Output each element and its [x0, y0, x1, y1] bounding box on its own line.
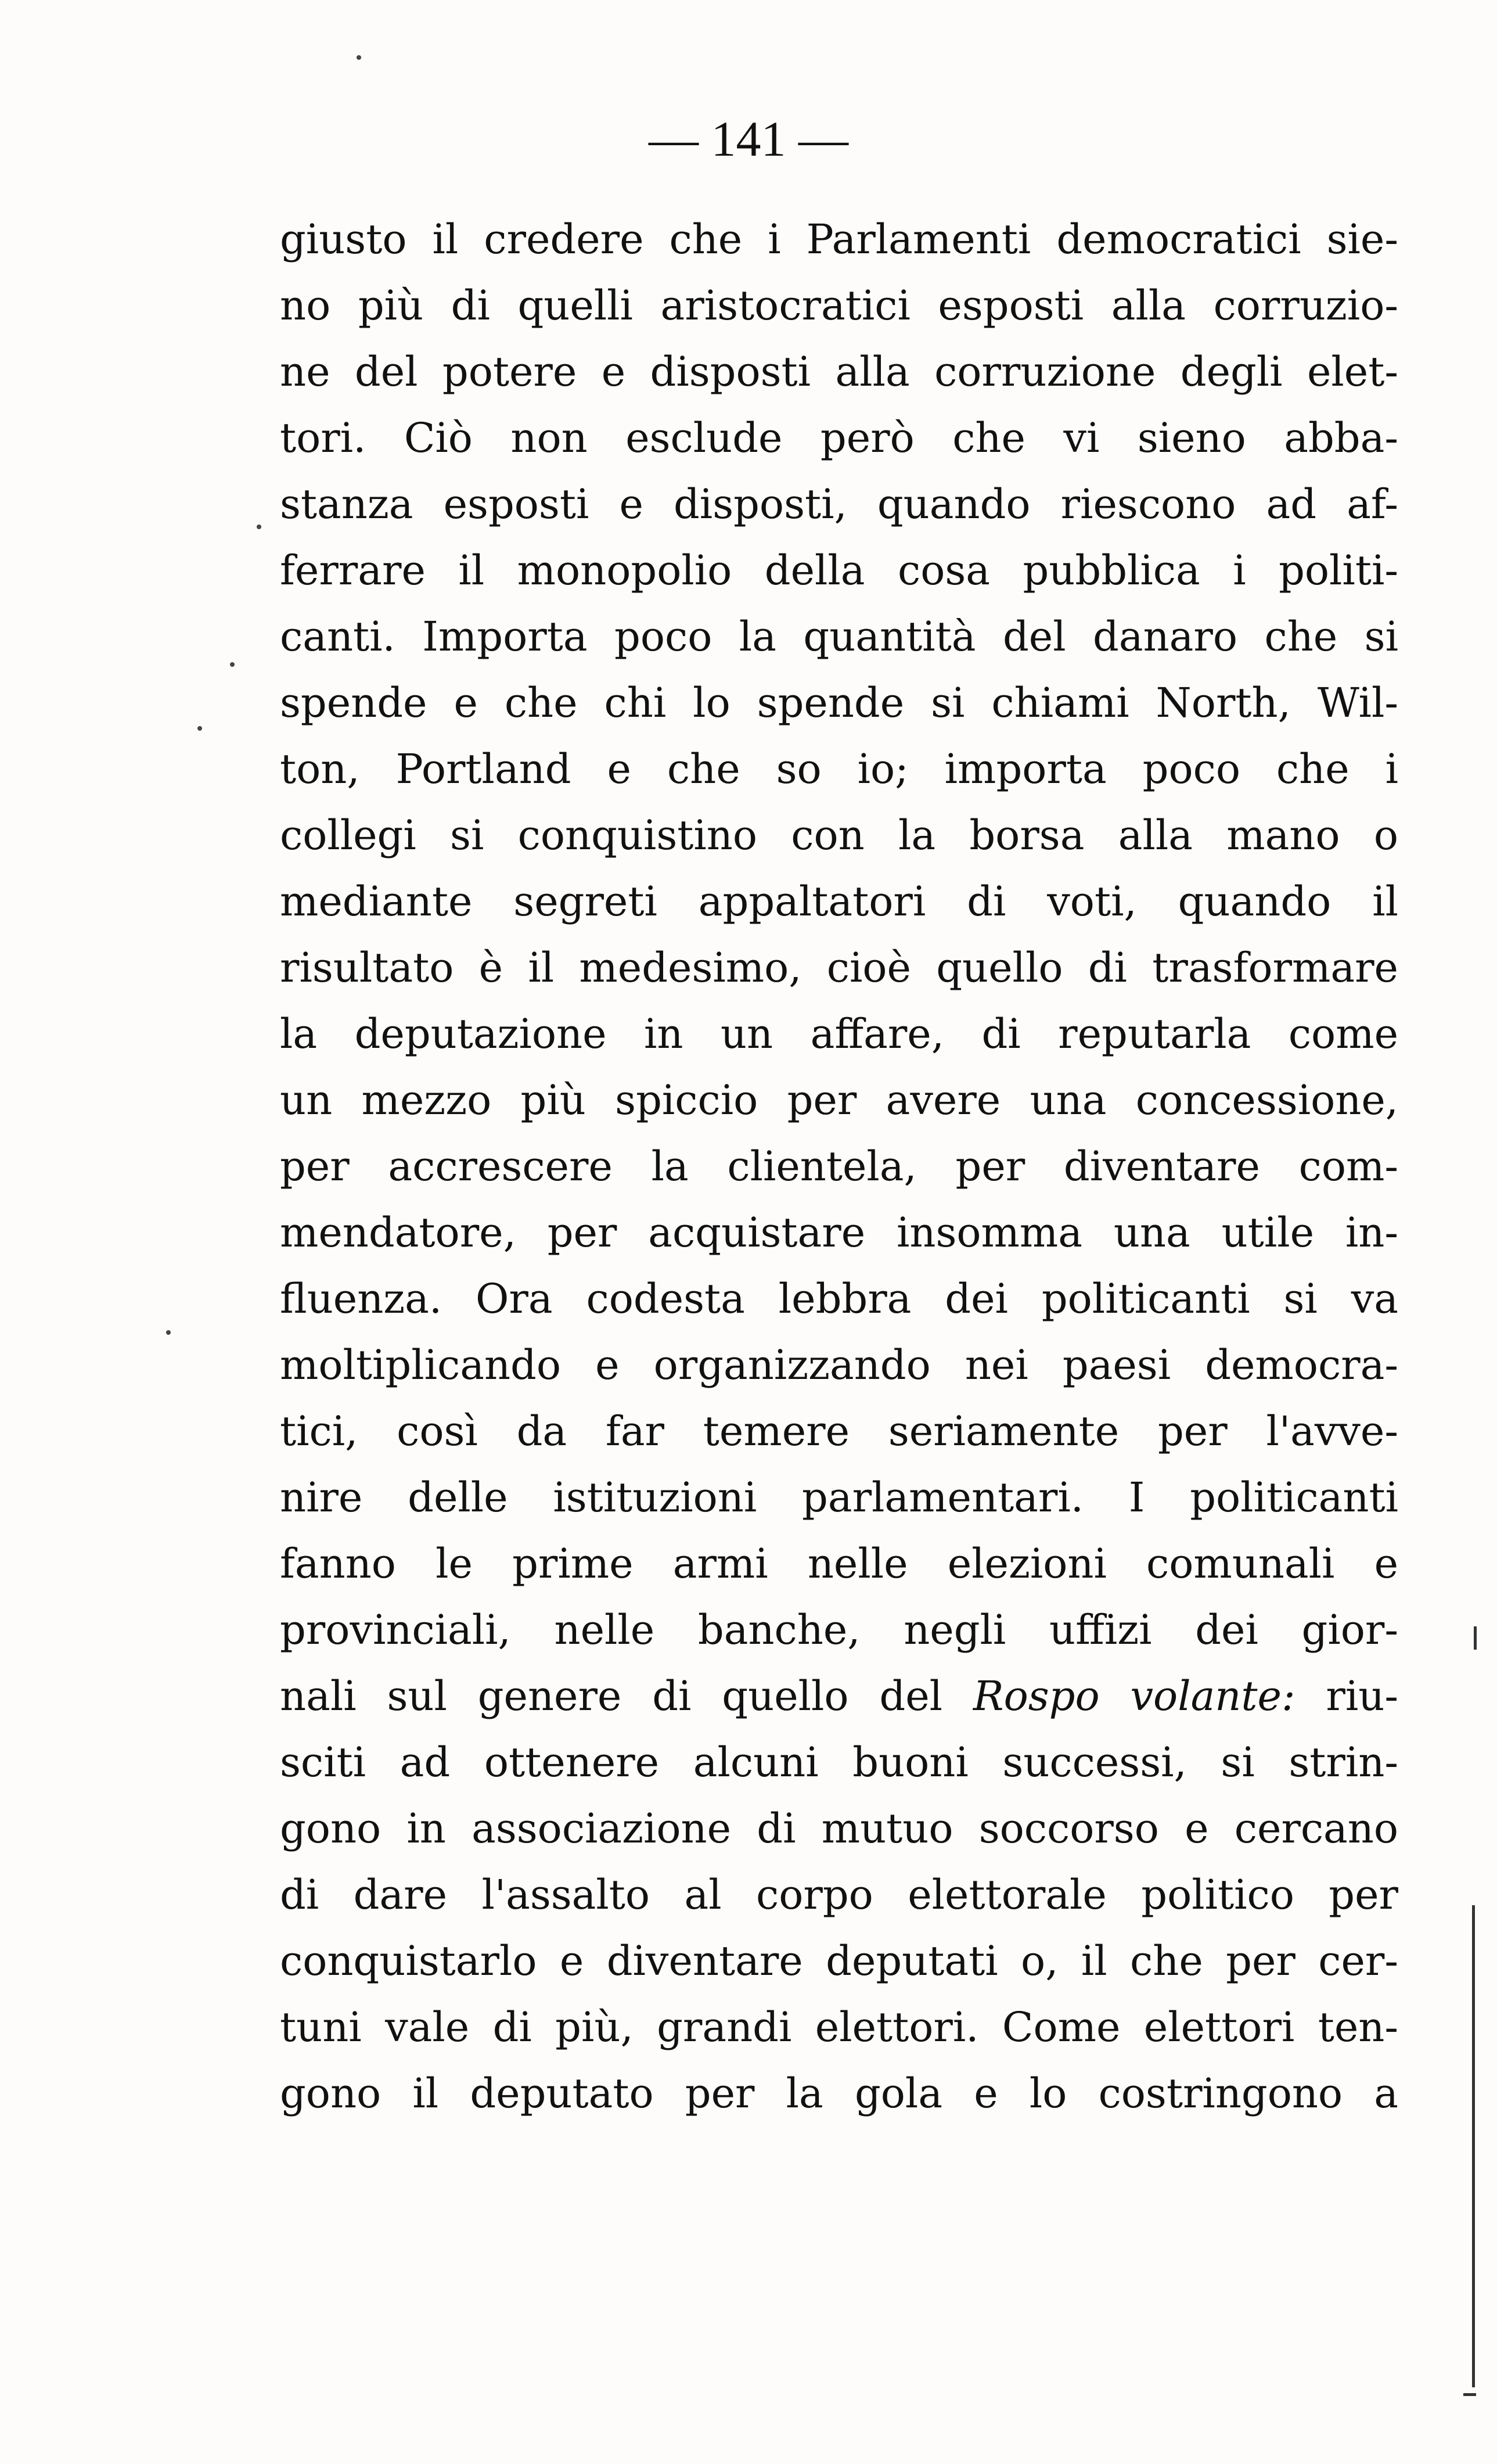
- text-line: ne del potere e disposti alla corruzione degli elet-: [280, 348, 1398, 396]
- scan-speck: [166, 1330, 171, 1335]
- text-line: tuni vale di più, grandi elettori. Come elettori ten-: [280, 2003, 1398, 2051]
- text-line: moltiplicando e organizzando nei paesi democra-: [280, 1341, 1398, 1389]
- text-line: conquistarlo e diventare deputati o, il che per cer-: [280, 1937, 1398, 1985]
- right-margin-line: [1472, 1905, 1475, 2387]
- text-line: fanno le prime armi nelle elezioni comunali e: [280, 1540, 1398, 1587]
- text-line: la deputazione in un affare, di reputarla come: [280, 1010, 1398, 1058]
- text-line: nire delle istituzioni parlamentari. I politicanti: [280, 1474, 1398, 1521]
- body-text: [280, 206, 1398, 2127]
- right-margin-line: [1463, 2393, 1476, 2396]
- text-line: stanza esposti e disposti, quando riescono ad af-: [280, 480, 1398, 528]
- text-line: risultato è il medesimo, cioè quello di trasformare: [280, 944, 1398, 992]
- text-line: gono in associazione di mutuo soccorso e cercano: [280, 1805, 1398, 1852]
- text-line: spende e che chi lo spende si chiami North, Wil-: [280, 679, 1398, 727]
- scan-speck: [197, 726, 202, 731]
- text-line: canti. Importa poco la quantità del danaro che si: [280, 613, 1398, 660]
- page-number: — 141 —: [649, 111, 848, 167]
- text-line: mendatore, per acquistare insomma una utile in-: [280, 1209, 1398, 1256]
- text-line: di dare l'assalto al corpo elettorale politico per: [280, 1871, 1398, 1919]
- italic-title: Rospo volante:: [973, 1672, 1296, 1720]
- scan-speck: [257, 525, 261, 529]
- text-line: mediante segreti appaltatori di voti, quando il: [280, 878, 1398, 925]
- text-line: un mezzo più spiccio per avere una concessione,: [280, 1076, 1398, 1124]
- text-line: provinciali, nelle banche, negli uffizi dei gior-: [280, 1606, 1398, 1654]
- text-line: ferrare il monopolio della cosa pubblica i politi-: [280, 547, 1398, 594]
- scan-speck: [357, 55, 361, 60]
- text-line: tici, così da far temere seriamente per l'avve-: [280, 1407, 1398, 1455]
- text-line: collegi si conquistino con la borsa alla mano o: [280, 811, 1398, 859]
- text-line: sciti ad ottenere alcuni buoni successi, si strin-: [280, 1739, 1398, 1786]
- text-line: gono il deputato per la gola e lo costringono a: [280, 2070, 1398, 2117]
- text-line: ton, Portland e che so io; importa poco che i: [280, 745, 1398, 793]
- text-line: giusto il credere che i Parlamenti democratici sie-: [280, 215, 1398, 263]
- right-margin-line: [1474, 1626, 1477, 1650]
- text-line: no più di quelli aristocratici esposti alla corruzio-: [280, 282, 1398, 329]
- text-line: fluenza. Ora codesta lebbra dei politicanti si va: [280, 1275, 1398, 1323]
- text-line: tori. Ciò non esclude però che vi sieno abba-: [280, 414, 1398, 462]
- text-line: per accrescere la clientela, per diventare com-: [280, 1143, 1398, 1190]
- text-line: nali sul genere di quello del Rospo volante: riu-: [280, 1672, 1399, 1720]
- scan-speck: [230, 662, 235, 667]
